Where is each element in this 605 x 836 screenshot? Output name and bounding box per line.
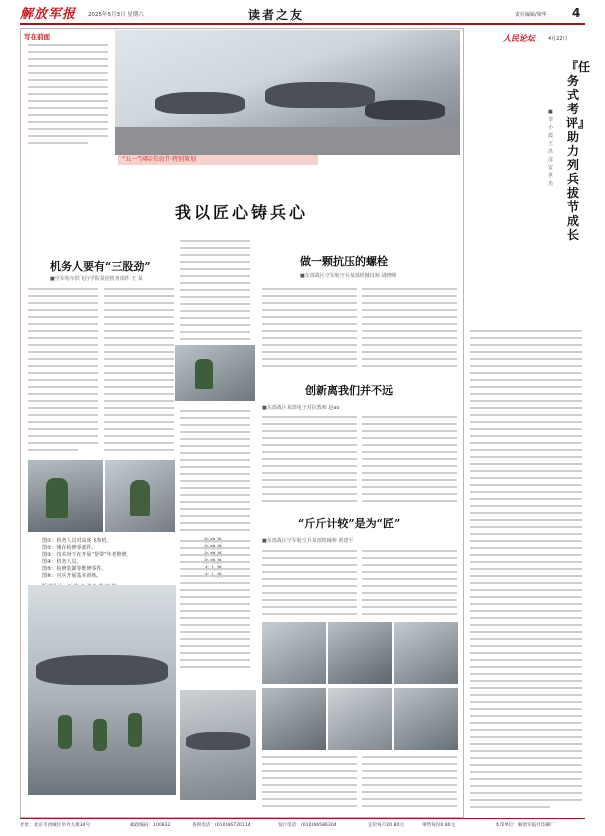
photo-grid-4 <box>262 688 326 750</box>
footer-retail: 零售每份0.80元 <box>422 823 456 828</box>
footer-fax: 发行电话：(010)66586304 <box>278 823 337 828</box>
main-photo-jets <box>115 30 460 155</box>
caption-item: 图③：技术骨干在开展“帮带”年老维修。 <box>42 552 132 558</box>
footer-phone: 查询电话：(010)66720114 <box>192 823 251 828</box>
feature-banner: “五一”国际劳动节·特别策划 <box>118 155 318 165</box>
commentary-author: ■ 李 小 霞 王 洪 彦 安 世 杰 <box>548 109 554 187</box>
article-title-2: 做一颗抗压的螺栓 <box>300 255 388 268</box>
header-rule <box>20 23 585 25</box>
caption-item: 图①：机务人员对高度飞参机。 <box>42 538 112 544</box>
caption-item: 图⑤：检修装卸等维修零件。 <box>42 566 107 572</box>
caption-item: 图②：刚在检修零部件。 <box>42 545 97 551</box>
article-byline-4: ■东部战区空军航空兵某部机械师 黄建平 <box>262 538 354 544</box>
column-date: 4月22日 <box>548 36 568 42</box>
footer-address: 社址：北京市西城区阜外大街34号 <box>20 823 91 828</box>
article-title-3: 创新离我们并不远 <box>305 384 393 397</box>
photo-mechanic-2 <box>28 460 103 532</box>
masthead: 解放军报 <box>20 7 77 22</box>
photo-grid-6 <box>394 688 458 750</box>
page-number: 4 <box>572 6 581 20</box>
photo-mechanic-1 <box>175 345 255 401</box>
photo-grid-3 <box>394 622 458 684</box>
page-footer <box>20 818 585 834</box>
photo-jet-crew <box>28 585 176 795</box>
article-byline-3: ■东部战区某部电子对抗教师 赵ao <box>262 405 340 411</box>
preface-label: 写在前面 <box>24 33 50 41</box>
photo-grid-5 <box>328 688 392 750</box>
footer-printer: 本印单位：解放军报社印刷厂 <box>495 823 555 828</box>
column-logo: 人民论坛 <box>503 33 535 43</box>
photo-grid-1 <box>262 622 326 684</box>
responsible-editor: 责任编辑/梁华 <box>515 12 547 18</box>
issue-date: 2025年5月3日 星期六 <box>88 12 144 18</box>
page-header <box>0 0 605 26</box>
feature-main-title: 我以匠心铸兵心 <box>175 203 309 222</box>
article-byline-2: ■东部战区空军航空兵某部机械技师 胡晓峰 <box>300 273 397 279</box>
caption-item: 图④：机务人员。 <box>42 559 82 565</box>
article-title-1: 机务人要有“三股劲” <box>50 260 151 273</box>
photo-grid-2 <box>328 622 392 684</box>
photo-jet-hangar <box>180 690 256 800</box>
commentary-title: 『任务式考评』助力列兵拔节成长 <box>566 60 591 242</box>
article-byline-1: ■空军哈尔滨飞行学院某团机务部件 王 某 <box>50 276 143 282</box>
photo-mechanic-3 <box>105 460 175 532</box>
footer-price: 定价每月20.80元 <box>368 823 405 828</box>
caption-item: 图⑥：官兵开展基本训练。 <box>42 573 102 579</box>
section-title: 读者之友 <box>248 8 305 22</box>
footer-postcode: 邮政编码：100832 <box>130 823 171 828</box>
article-title-4: “斤斤计较”是为“匠” <box>298 517 401 530</box>
